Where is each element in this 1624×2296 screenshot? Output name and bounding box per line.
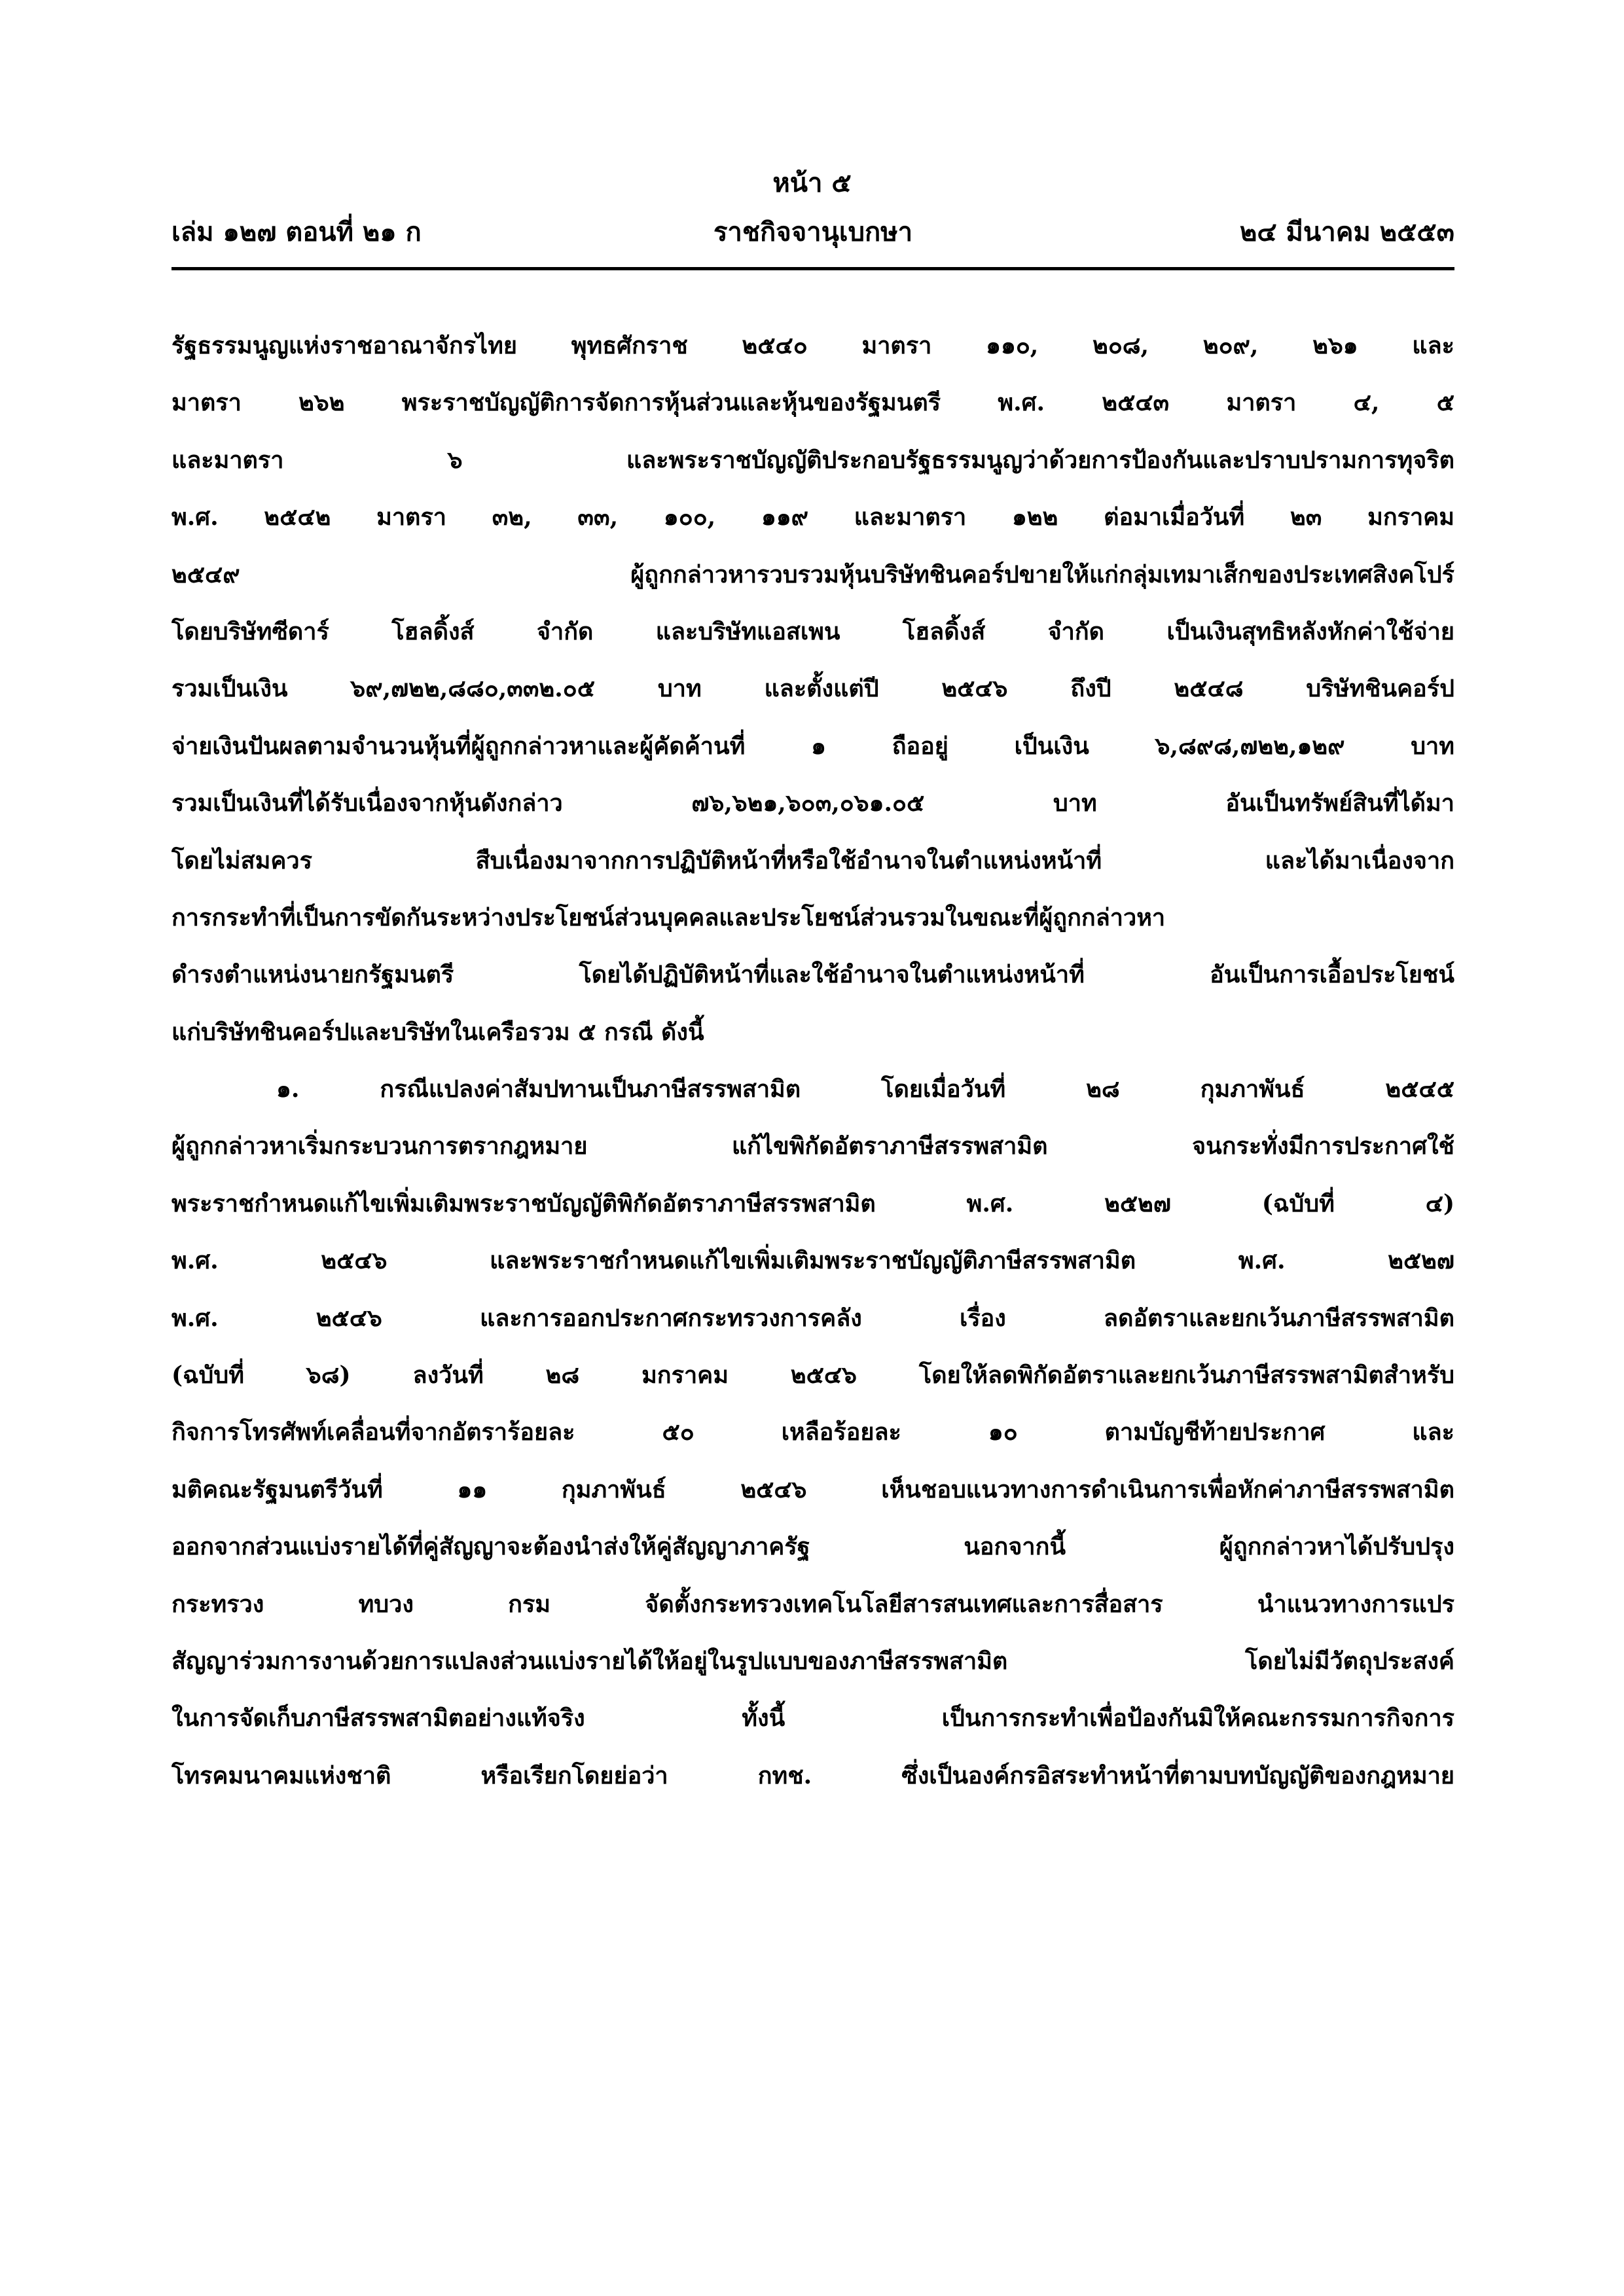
text-line: แก่บริษัทชินคอร์ปและบริษัทในเครือรวม ๕ กรณี ดังนี้ bbox=[171, 1018, 704, 1046]
text-line: มติคณะรัฐมนตรีวันที่ ๑๑ กุมภาพันธ์ ๒๕๔๖ เห็นชอบแนวทางการดำเนินการเพื่อหักค่าภาษีสรรพสามิต bbox=[171, 1475, 1454, 1503]
text-line: สัญญาร่วมการงานด้วยการแปลงส่วนแบ่งรายได้ให้อยู่ในรูปแบบของภาษีสรรพสามิต โดยไม่มีวัตถุประสงค์ bbox=[171, 1647, 1454, 1675]
text-line: พ.ศ. ๒๕๔๒ มาตรา ๓๒, ๓๓, ๑๐๐, ๑๑๙ และมาตรา ๑๒๒ ต่อมาเมื่อวันที่ ๒๓ มกราคม bbox=[171, 503, 1454, 531]
text-line: กระทรวง ทบวง กรม จัดตั้งกระทรวงเทคโนโลยีสารสนเทศและการสื่อสาร นำแนวทางการแปร bbox=[171, 1590, 1454, 1618]
header-divider bbox=[171, 267, 1454, 270]
text-line: พ.ศ. ๒๕๔๖ และการออกประกาศกระทรวงการคลัง เรื่อง ลดอัตราและยกเว้นภาษีสรรพสามิต bbox=[171, 1304, 1454, 1332]
text-line: รวมเป็นเงินที่ได้รับเนื่องจากหุ้นดังกล่าว ๗๖,๖๒๑,๖๐๓,๐๖๑.๐๕ บาท อันเป็นทรัพย์สินที่ได้มา bbox=[171, 789, 1454, 817]
document-body bbox=[171, 317, 1454, 1804]
text-line: (ฉบับที่ ๖๘) ลงวันที่ ๒๘ มกราคม ๒๕๔๖ โดยให้ลดพิกัดอัตราและยกเว้นภาษีสรรพสามิตสำหรับ bbox=[171, 1361, 1454, 1390]
publication-date: ๒๔ มีนาคม ๒๕๕๓ bbox=[1239, 217, 1454, 247]
text-line: จ่ายเงินปันผลตามจำนวนหุ้นที่ผู้ถูกกล่าวหาและผู้คัดค้านที่ ๑ ถืออยู่ เป็นเงิน ๖,๘๙๘,๗๒๒,๑๒๙ บาท bbox=[171, 732, 1454, 760]
text-line: ๒๕๔๙ ผู้ถูกกล่าวหารวบรวมหุ้นบริษัทชินคอร์ปขายให้แก่กลุ่มเทมาเส็กของประเทศสิงคโปร์ bbox=[171, 560, 1454, 588]
text-line: โดยบริษัทซีดาร์ โฮลดิ้งส์ จำกัด และบริษัทแอสเพน โฮลดิ้งส์ จำกัด เป็นเงินสุทธิหลังหักค่าใช้จ่าย bbox=[171, 617, 1454, 645]
text-line: โดยไม่สมควร สืบเนื่องมาจากการปฏิบัติหน้าที่หรือใช้อำนาจในตำแหน่งหน้าที่ และได้มาเนื่องจาก bbox=[171, 846, 1454, 874]
volume-issue: เล่ม ๑๒๗ ตอนที่ ๒๑ ก bbox=[171, 217, 422, 247]
text-line: กิจการโทรศัพท์เคลื่อนที่จากอัตราร้อยละ ๕๐ เหลือร้อยละ ๑๐ ตามบัญชีท้ายประกาศ และ bbox=[171, 1418, 1454, 1446]
text-line: มาตรา ๒๖๒ พระราชบัญญัติการจัดการหุ้นส่วนและหุ้นของรัฐมนตรี พ.ศ. ๒๕๔๓ มาตรา ๔, ๕ bbox=[171, 389, 1454, 417]
text-line: รัฐธรรมนูญแห่งราชอาณาจักรไทย พุทธศักราช ๒๕๔๐ มาตรา ๑๑๐, ๒๐๘, ๒๐๙, ๒๖๑ และ bbox=[171, 332, 1454, 359]
text-line: ดำรงตำแหน่งนายกรัฐมนตรี โดยได้ปฏิบัติหน้าที่และใช้อำนาจในตำแหน่งหน้าที่ อันเป็นการเอื้อประโยชน์ bbox=[171, 961, 1454, 989]
text-line: ออกจากส่วนแบ่งรายได้ที่คู่สัญญาจะต้องนำส่งให้คู่สัญญาภาครัฐ นอกจากนี้ ผู้ถูกกล่าวหาได้ปรับปรุง bbox=[171, 1533, 1454, 1561]
text-line: ผู้ถูกกล่าวหาเริ่มกระบวนการตรากฎหมาย แก้ไขพิกัดอัตราภาษีสรรพสามิต จนกระทั่งมีการประกาศใช้ bbox=[171, 1132, 1454, 1160]
publication-title: ราชกิจจานุเบกษา bbox=[713, 217, 913, 247]
text-line: พระราชกำหนดแก้ไขเพิ่มเติมพระราชบัญญัติพิกัดอัตราภาษีสรรพสามิต พ.ศ. ๒๕๒๗ (ฉบับที่ ๔) bbox=[171, 1189, 1454, 1217]
text-line: และมาตรา ๖ และพระราชบัญญัติประกอบรัฐธรรมนูญว่าด้วยการป้องกันและปราบปรามการทุจริต bbox=[171, 446, 1454, 474]
text-line: พ.ศ. ๒๕๔๖ และพระราชกำหนดแก้ไขเพิ่มเติมพระราชบัญญัติภาษีสรรพสามิต พ.ศ. ๒๕๒๗ bbox=[171, 1247, 1454, 1275]
text-line: รวมเป็นเงิน ๖๙,๗๒๒,๘๘๐,๓๓๒.๐๕ บาท และตั้งแต่ปี ๒๕๔๖ ถึงปี ๒๕๔๘ บริษัทชินคอร์ป bbox=[171, 675, 1454, 703]
text-line: ในการจัดเก็บภาษีสรรพสามิตอย่างแท้จริง ทั้งนี้ เป็นการกระทำเพื่อป้องกันมิให้คณะกรรมการกิจการ bbox=[171, 1704, 1454, 1732]
text-line: การกระทำที่เป็นการขัดกันระหว่างประโยชน์ส่วนบุคคลและประโยชน์ส่วนรวมในขณะที่ผู้ถูกกล่าวหา bbox=[171, 903, 1166, 931]
text-line: โทรคมนาคมแห่งชาติ หรือเรียกโดยย่อว่า กทช. ซึ่งเป็นองค์กรอิสระทำหน้าที่ตามบทบัญญัติของกฎหมาย bbox=[171, 1761, 1454, 1789]
page-number: หน้า ๕ bbox=[772, 168, 852, 198]
paragraph-heading-line: ๑. กรณีแปลงค่าสัมปทานเป็นภาษีสรรพสามิต โดยเมื่อวันที่ ๒๘ กุมภาพันธ์ ๒๕๔๕ bbox=[276, 1075, 1454, 1103]
gazette-header bbox=[171, 213, 1454, 252]
